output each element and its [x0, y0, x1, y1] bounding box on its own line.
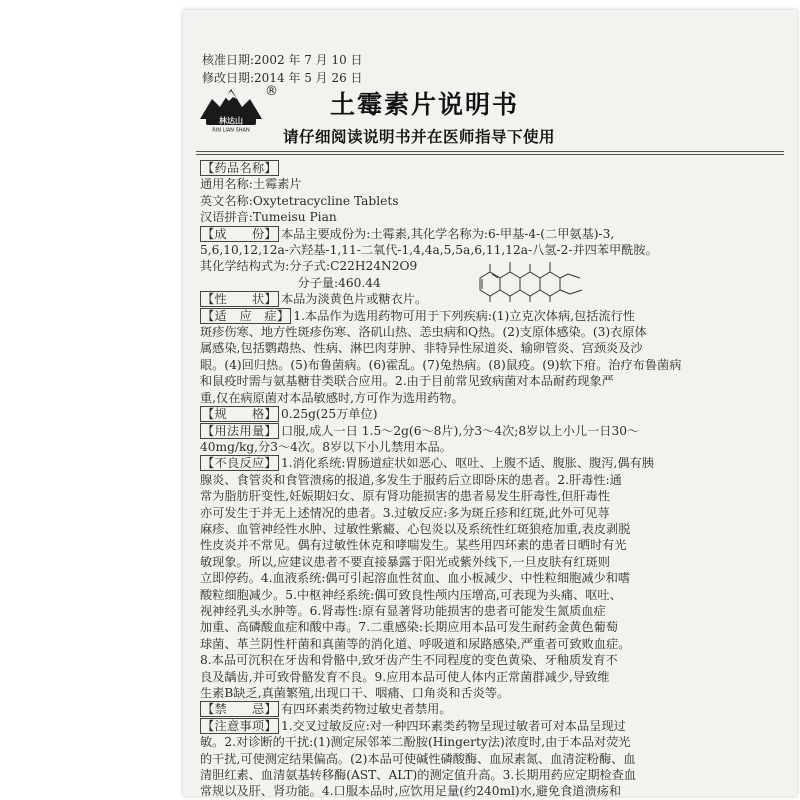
text-line [200, 357, 785, 373]
line-text: 清胆红素、血清氨基转移酶(AST、ALT)的测定值升高。3.长期用药应定期检查血 [200, 768, 637, 783]
text-line [200, 718, 785, 734]
line-text: 其化学结构式为:分子式:C22H24N2O9 [200, 259, 418, 274]
line-text: 敏现象。所以,应建议患者不要直接暴露于阳光或紫外线下,一旦皮肤有红斑则 [200, 554, 610, 569]
text-line [200, 505, 785, 521]
section-heading: 【性 状】 [202, 292, 277, 307]
page-title: 土霉素片说明书 [330, 90, 520, 119]
text-line [200, 472, 785, 488]
line-text: 酸粒细胞减少。5.中枢神经系统:偶可致良性颅内压增高,可表现为头痛、呕吐、 [200, 587, 622, 602]
revision-date: 修改日期:2014 年 5 月 26 日 [202, 71, 363, 85]
line-text: 重,仅在病原菌对本品敏感时,方可作为选用药物。 [200, 390, 464, 405]
header-divider-2 [196, 154, 784, 155]
text-line [200, 390, 785, 406]
brand-logo [198, 85, 264, 133]
line-text: 通用名称:土霉素片 [200, 177, 302, 192]
line-text: 分子量:460.44 [200, 275, 381, 290]
line-text: 0.25g(25万单位) [280, 407, 378, 422]
line-text: 英文名称:Oxytetracycline Tablets [200, 193, 399, 208]
line-text: 和鼠疫时需与氨基糖苷类联合应用。2.由于目前常见致病菌对本品耐药现象严 [200, 374, 614, 389]
line-text: 腺炎、食管炎和食管溃疡的报道,多发生于服药后立即卧床的患者。2.肝毒性:通 [200, 472, 622, 487]
line-text: 口服,成人一日 1.5～2g(6～8片),分3～4次;8岁以上小儿一日30～ [280, 423, 640, 438]
line-text: 性皮炎并不常见。偶有过敏性休克和哮喘发生。某些用四环素的患者日晒时有光 [200, 538, 627, 553]
line-text: 常规以及肝、肾功能。4.口服本品时,应饮用足量(约240ml)水,避免食道溃疡和 [200, 784, 622, 799]
text-line [200, 685, 785, 701]
text-line [200, 734, 785, 750]
line-text: 生素B缺乏,真菌繁殖,出现口干、咽痛、口角炎和舌炎等。 [200, 686, 510, 700]
text-line [200, 570, 785, 586]
text-line [200, 308, 785, 324]
section-heading: 【规 格】 [202, 407, 277, 422]
section-heading: 【适 应 症】 [202, 308, 290, 323]
section-heading: 【成 份】 [202, 226, 277, 241]
text-line [200, 455, 785, 471]
header-divider [196, 151, 784, 152]
line-text: 斑疹伤寒、地方性斑疹伤寒、洛矶山热、恙虫病和Q热。(2)支原体感染。(3)衣原体 [200, 325, 647, 340]
date-block [202, 51, 363, 87]
text-line [200, 340, 785, 356]
text-line [200, 537, 785, 553]
text-line [200, 423, 785, 439]
text-line [200, 751, 785, 767]
line-text: 40mg/kg,分3～4次。8岁以下小儿禁用本品。 [200, 439, 452, 454]
line-text: 常为脂肪肝变性,妊娠期妇女、原有肾功能损害的患者易发生肝毒性,但肝毒性 [200, 489, 610, 504]
text-line [200, 193, 785, 209]
text-line [200, 554, 785, 570]
line-text: 球菌、革兰阴性杆菌和真菌等的消化道、呼吸道和尿路感染,严重者可致败血症。 [200, 636, 631, 651]
line-text: 汉语拼音:Tumeisu Pian [200, 210, 337, 225]
text-line [200, 603, 785, 619]
line-text: 1.本品作为选用药物可用于下列疾病:(1)立克次体病,包括流行性 [293, 308, 635, 323]
section-heading: 【禁 忌】 [202, 702, 277, 717]
registered-mark: ® [265, 84, 278, 99]
text-line [200, 439, 785, 455]
text-line [200, 160, 785, 176]
logo-text: 林达山 [219, 116, 243, 126]
line-text: 麻疹、血管神经性水肿、过敏性紫癜、心包炎以及系统性红斑狼疮加重,表皮剥脱 [200, 521, 631, 536]
text-line [200, 783, 785, 799]
line-text: 亦可发生于并无上述情况的患者。3.过敏反应:多为斑丘疹和红斑,此外可见荨 [200, 505, 610, 520]
text-line [200, 406, 785, 422]
page-subtitle: 请仔细阅读说明书并在医师指导下使用 [283, 128, 556, 146]
text-line [200, 652, 785, 668]
text-line [200, 767, 785, 783]
line-text: 视神经乳头水肿等。6.肾毒性:原有显著肾功能损害的患者可能发生氮质血症 [200, 603, 606, 618]
text-line [200, 587, 785, 603]
text-line [200, 636, 785, 652]
text-line [200, 226, 785, 242]
text-line [200, 176, 785, 192]
section-heading: 【不良反应】 [202, 456, 277, 471]
text-line [200, 488, 785, 504]
line-text: 眼。(4)回归热。(5)布鲁菌病。(6)霍乱。(7)兔热病。(8)鼠疫。(9)软下疳。治疗布鲁菌病 [200, 357, 682, 372]
text-line [200, 521, 785, 537]
line-text: 良及龋齿,并可致骨骼发育不良。9.应用本品可使人体内正常菌群减少,导致维 [200, 669, 610, 684]
logo-text-en: RIN LIAN SHAN [212, 127, 250, 133]
line-text: 8.本品可沉积在牙齿和骨骼中,致牙齿产生不同程度的变色黄染、牙釉质发育不 [200, 653, 618, 668]
line-text: 加重、高磷酸血症和酸中毒。7.二重感染:长期应用本品可发生耐药金黄色葡萄 [200, 620, 618, 635]
line-text: 属感染,包括鹦鹉热、性病、淋巴肉芽肿、非特异性尿道炎、输卵管炎、宫颈炎及沙 [200, 341, 643, 356]
line-text: 1.交叉过敏反应:对一种四环素类药物呈现过敏者可对本品呈现过 [280, 718, 626, 733]
line-text: 敏。2.对诊断的干扰:(1)测定尿邻苯二酚胺(Hingerty法)浓度时,由于本品对荧光 [200, 735, 631, 750]
text-line [200, 669, 785, 685]
text-line [200, 324, 785, 340]
text-line [200, 209, 785, 225]
line-text: 本品为淡黄色片或糖衣片。 [280, 292, 428, 307]
chemical-structure-diagram [470, 248, 605, 303]
text-line [200, 619, 785, 635]
section-heading: 【注意事项】 [202, 718, 277, 733]
line-text: 立即停药。4.血液系统:偶可引起溶血性贫血、血小板减少、中性粒细胞减少和嗜 [200, 571, 631, 586]
line-text: 有四环素类药物过敏史者禁用。 [280, 702, 452, 717]
text-line [200, 701, 785, 717]
section-heading: 【药品名称】 [202, 161, 277, 175]
section-heading: 【用法用量】 [202, 423, 277, 438]
line-text: 5,6,10,12,12a-六羟基-1,11-二氧代-1,4,4a,5,5a,6,11,12a-八氢-2-并四苯甲酰胺。 [200, 243, 658, 258]
line-text: 1.消化系统:胃肠道症状如恶心、呕吐、上腹不适、腹胀、腹泻,偶有胰 [280, 456, 654, 471]
line-text: 的干扰,可使测定结果偏高。(2)本品可使碱性磷酸酶、血尿素氮、血清淀粉酶、血 [200, 751, 636, 766]
approval-date: 核准日期:2002 年 7 月 10 日 [202, 53, 363, 67]
line-text: 本品主要成份为:土霉素,其化学名称为:6-甲基-4-(二甲氨基)-3, [280, 226, 615, 241]
text-line [200, 373, 785, 389]
